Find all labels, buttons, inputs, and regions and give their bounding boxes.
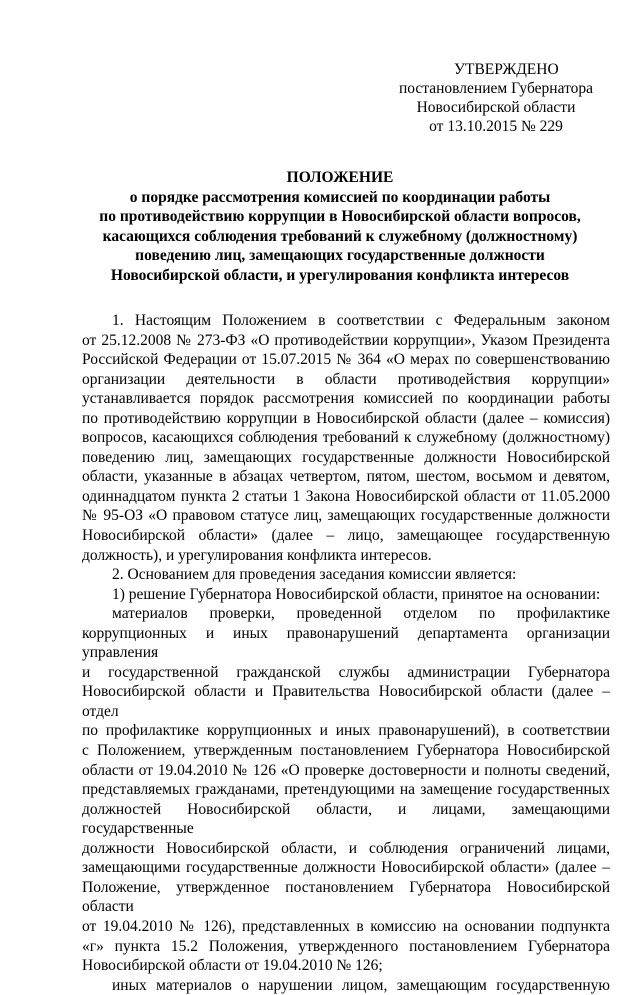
- body-line: одиннадцатом пункта 2 статьи 1 Закона Новосибирской области от 11.05.2000: [82, 487, 610, 505]
- body-line: области от 19.04.2010 № 126 «О проверке достоверности и полноты сведений,: [82, 761, 610, 779]
- body-line: от 19.04.2010 № 126), представленных в комиссию на основании подпункта: [82, 917, 610, 935]
- body-line: области, указанные в абзацах четвертом, пятом, шестом, восьмом и девятом,: [82, 468, 610, 486]
- body-line: устанавливается порядок рассмотрения комиссией по координации работы: [82, 390, 610, 408]
- approval-heading: УТВЕРЖДЕНО: [454, 61, 559, 78]
- document-title: [60, 168, 620, 285]
- body-line: Положение, утвержденное постановлением Губернатора Новосибирской области: [82, 878, 610, 916]
- body-line: от 25.12.2008 № 273-ФЗ «О противодействии коррупции», Указом Президента: [82, 331, 610, 349]
- body-line: 2. Основанием для проведения заседания комиссии является:: [112, 566, 517, 584]
- title-line: Новосибирской области, и урегулирования конфликта интересов: [110, 266, 570, 284]
- document-body: [82, 311, 610, 995]
- body-line: «г» пункта 15.2 Положения, утвержденного постановлением Губернатора: [82, 937, 610, 955]
- body-line: Новосибирской области и Правительства Новосибирской области (далее – отдел: [82, 683, 610, 720]
- body-line: с Положением, утвержденным постановлением Губернатора Новосибирской: [82, 742, 610, 760]
- body-line: должности Новосибирской области, и соблюдения ограничений лицами,: [82, 839, 610, 857]
- body-line: материалов проверки, проведенной отделом по профилактике: [112, 605, 610, 623]
- body-line: № 95-ОЗ «О правовом статусе лиц, замещающих государственные должности: [82, 507, 610, 525]
- title-line: касающихся соблюдения требований к служебному (должностному): [102, 227, 578, 245]
- approval-line: постановлением Губернатора: [398, 80, 594, 97]
- body-line: организации деятельности в области противодействия коррупции»: [82, 370, 610, 388]
- approval-stamp: [384, 60, 608, 136]
- body-line: иных материалов о нарушении лицом, замещающим государственную: [112, 976, 610, 994]
- approval-date: от 13.10.2015 № 229: [429, 118, 563, 135]
- body-line: Российской Федерации от 15.07.2015 № 364 «О мерах по совершенствованию: [82, 351, 610, 369]
- body-line: по противодействию коррупции в Новосибирской области (далее – комиссия): [82, 409, 610, 427]
- body-line: представляемых гражданами, претендующими на замещение государственных: [82, 781, 610, 799]
- body-line: Новосибирской области от 19.04.2010 № 126;: [82, 957, 383, 975]
- body-line: должность), и урегулирования конфликта интересов.: [82, 546, 432, 564]
- body-line: Новосибирской области» (далее – лицо, замещающее государственную: [82, 527, 610, 545]
- body-line: вопросов, касающихся соблюдения требований к служебному (должностному): [82, 429, 610, 447]
- body-line: замещающими государственные должности Новосибирской области» (далее –: [82, 859, 610, 877]
- body-line: должностей Новосибирской области, и лицами, замещающими государственные: [82, 800, 610, 838]
- title-line: поведению лиц, замещающих государственные должности: [135, 247, 545, 264]
- body-line: 1. Настоящим Положением в соответствии с Федеральным законом: [112, 312, 610, 329]
- body-line: коррупционных и иных правонарушений департамента организации управления: [82, 624, 610, 662]
- title-line: по противодействию коррупции в Новосибирской области вопросов,: [99, 208, 581, 225]
- body-line: по профилактике коррупционных и иных правонарушений), в соответствии: [82, 722, 610, 740]
- title-line: о порядке рассмотрения комиссией по координации работы: [129, 188, 551, 206]
- body-line: 1) решение Губернатора Новосибирской области, принятое на основании:: [112, 585, 601, 603]
- title-heading: ПОЛОЖЕНИЕ: [286, 169, 394, 186]
- approval-line: Новосибирской области: [416, 99, 576, 116]
- body-line: и государственной гражданской службы администрации Губернатора: [82, 663, 610, 681]
- body-line: поведению лиц, замещающих государственные должности Новосибирской: [82, 448, 610, 466]
